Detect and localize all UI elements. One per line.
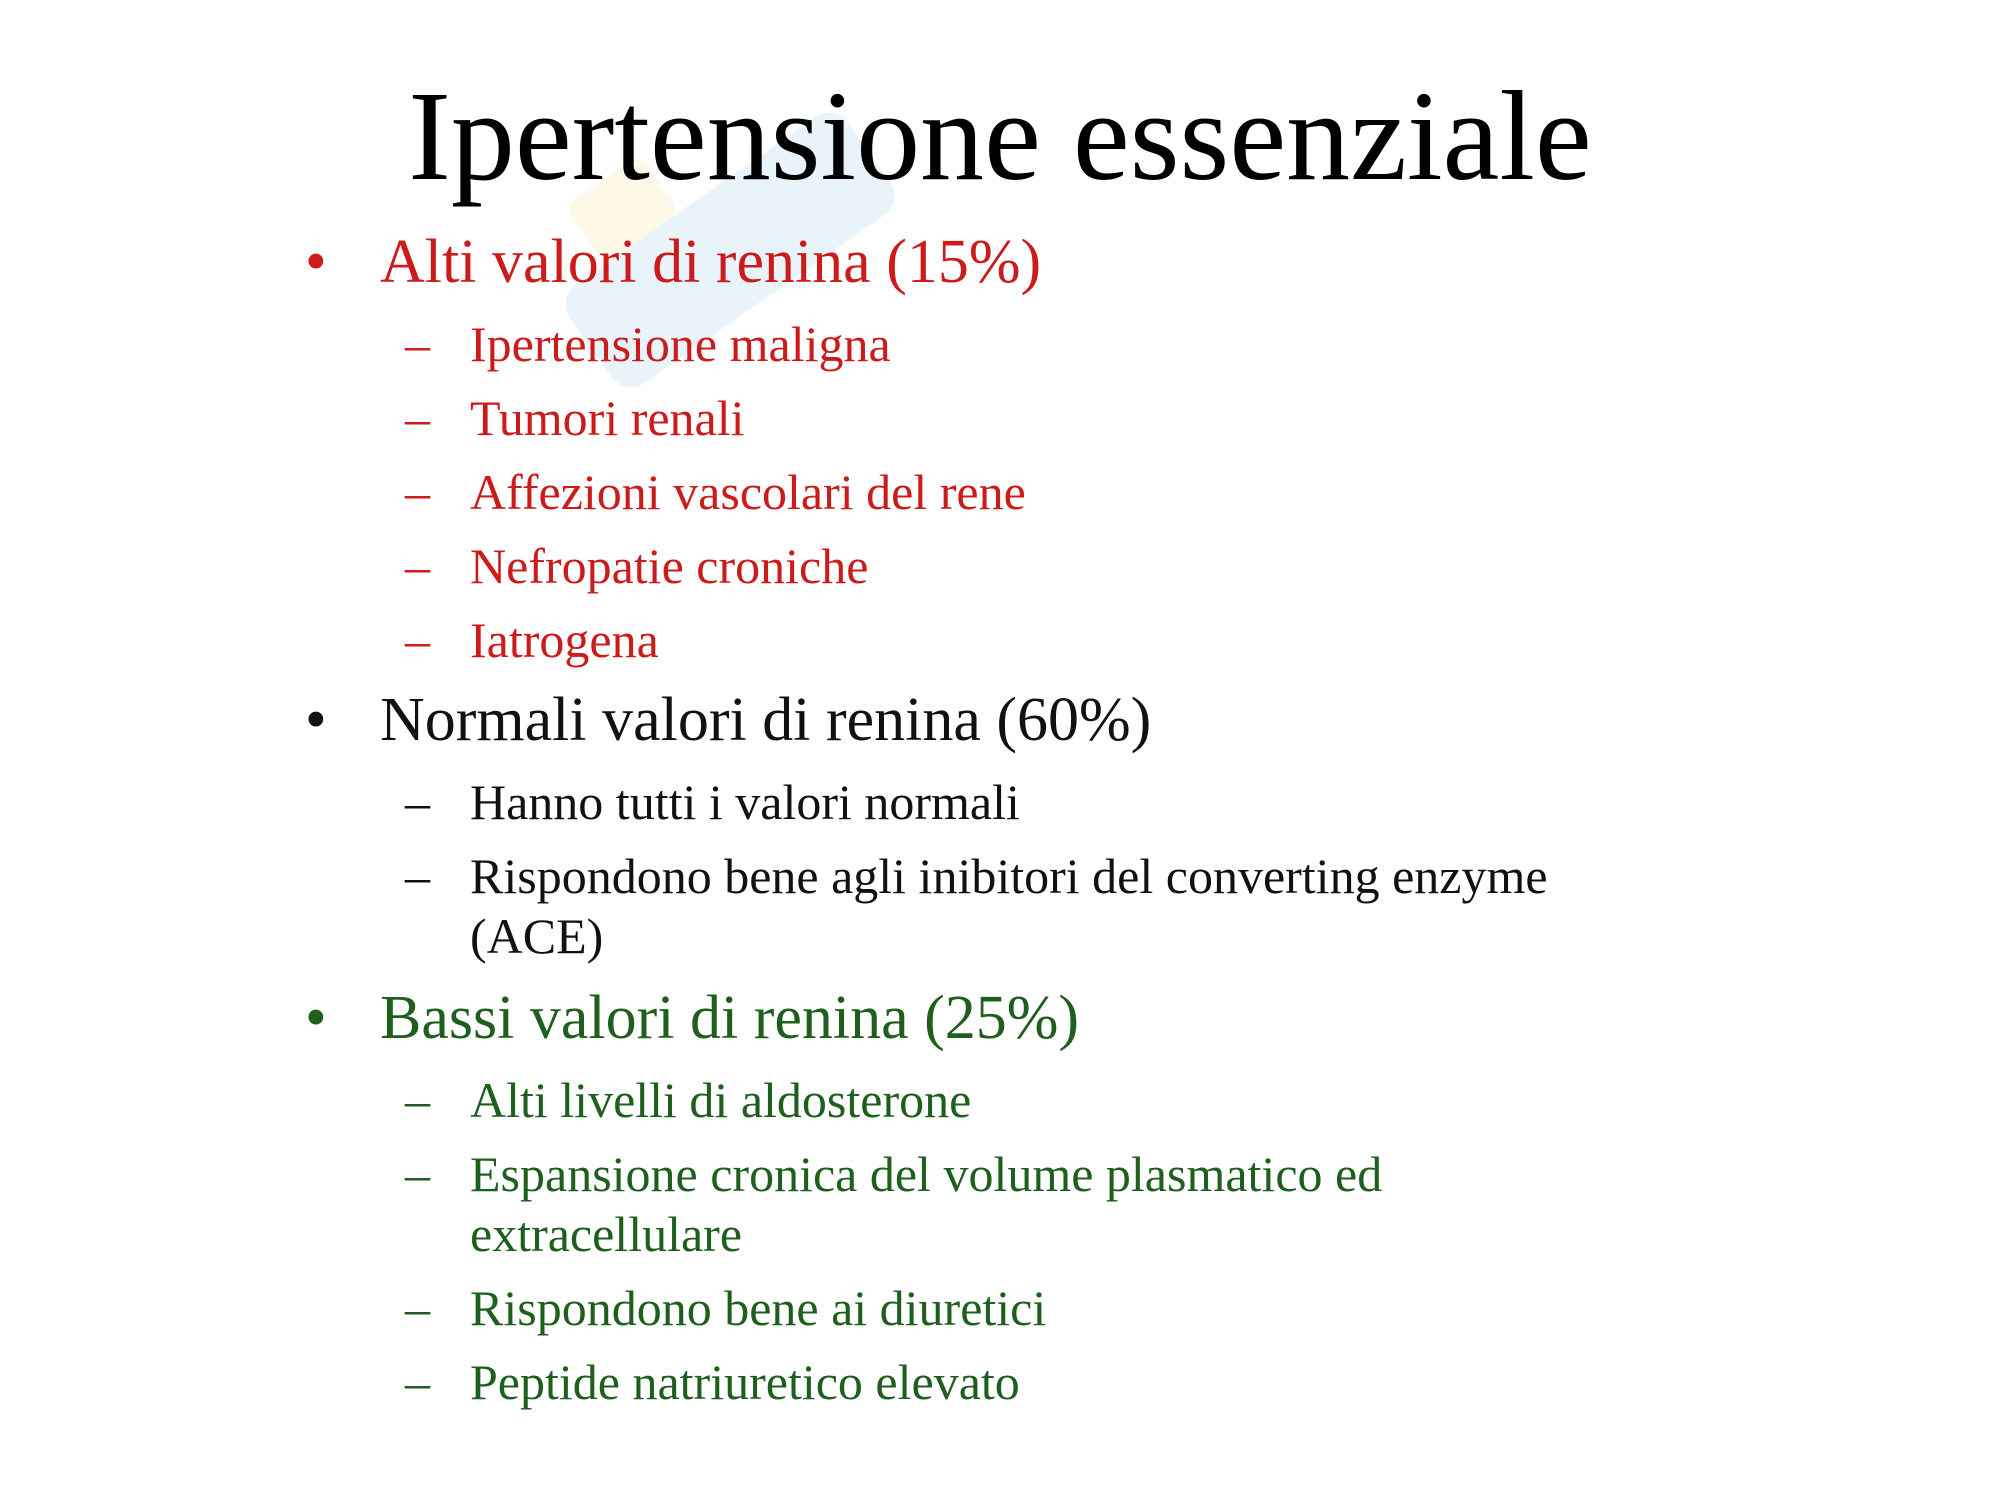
- list-item-text: Peptide natriuretico elevato: [470, 1354, 1020, 1410]
- list-item-text: Tumori renali: [470, 390, 745, 446]
- list-item-text: Rispondono bene agli inibitori del converting enzyme: [470, 848, 1548, 904]
- list-item-text: Nefropatie croniche: [470, 538, 869, 594]
- dash-marker: –: [405, 612, 430, 668]
- dash-marker: –: [405, 1280, 430, 1336]
- bullet-heading: Normali valori di renina (60%): [380, 686, 1152, 754]
- dash-marker: –: [405, 316, 430, 372]
- bullet-marker: •: [305, 686, 327, 754]
- list-item-text: Affezioni vascolari del rene: [470, 464, 1026, 520]
- list-item-text: Espansione cronica del volume plasmatico ed: [470, 1146, 1383, 1202]
- dash-marker: –: [405, 848, 430, 904]
- dash-marker: –: [405, 464, 430, 520]
- bullet-heading: Bassi valori di renina (25%): [380, 984, 1080, 1052]
- dash-marker: –: [405, 390, 430, 446]
- dash-marker: –: [405, 774, 430, 830]
- dash-marker: –: [405, 1146, 430, 1202]
- dash-marker: –: [405, 538, 430, 594]
- bullet-marker: •: [305, 228, 327, 296]
- bullet-marker: •: [305, 984, 327, 1052]
- list-item-text: Rispondono bene ai diuretici: [470, 1280, 1047, 1336]
- list-item-text: extracellulare: [470, 1206, 743, 1262]
- list-item-text: Hanno tutti i valori normali: [470, 774, 1020, 830]
- bullet-heading: Alti valori di renina (15%): [380, 228, 1042, 296]
- dash-marker: –: [405, 1354, 430, 1410]
- slide-title: Ipertensione essenziale: [408, 65, 1592, 207]
- list-item-text: Ipertensione maligna: [470, 316, 891, 372]
- list-item-text: Alti livelli di aldosterone: [470, 1072, 972, 1128]
- list-item-text: (ACE): [470, 908, 604, 964]
- list-item-text: Iatrogena: [470, 612, 659, 668]
- dash-marker: –: [405, 1072, 430, 1128]
